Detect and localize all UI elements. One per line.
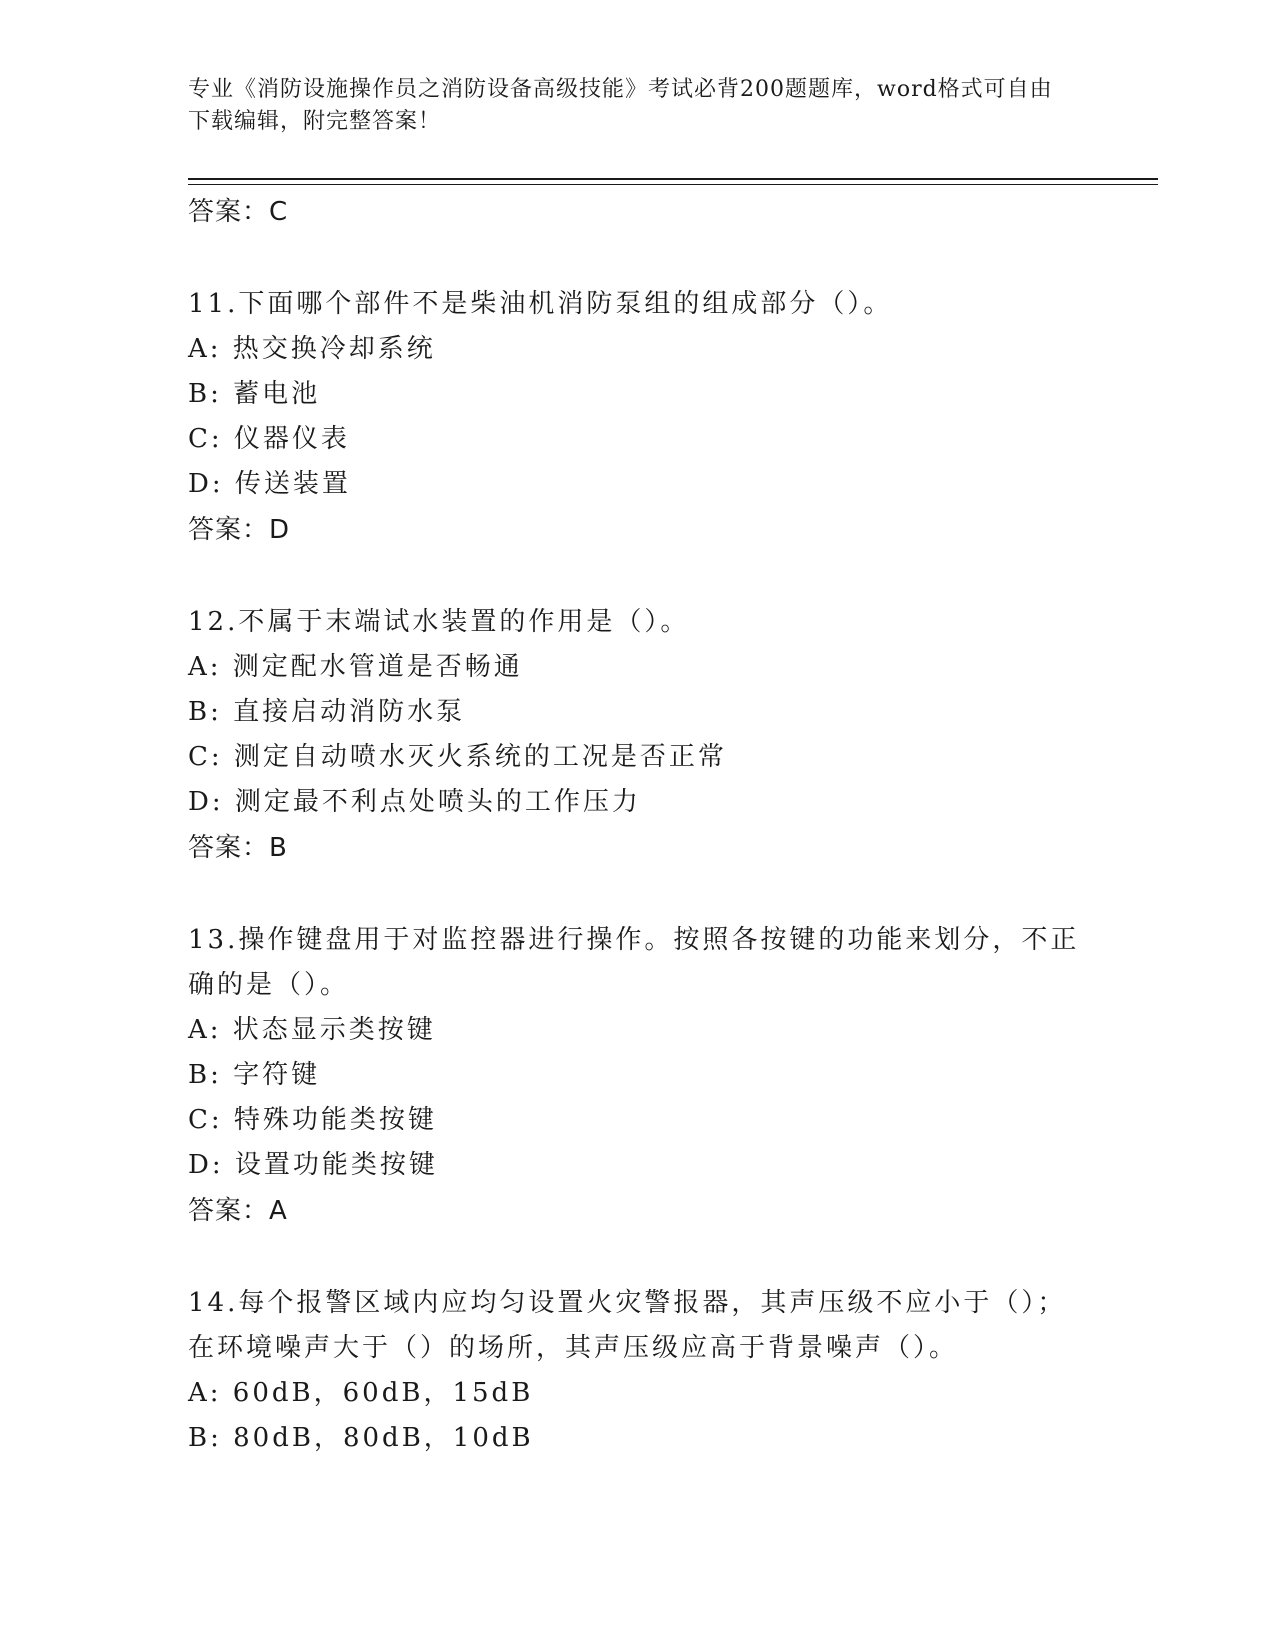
question-list — [188, 190, 1088, 1461]
answer-line: 答案：D — [188, 515, 291, 545]
option-a: A: 热交换冷却系统 — [188, 334, 436, 364]
option-c: C: 特殊功能类按键 — [188, 1105, 437, 1135]
option-b: B: 字符键 — [188, 1060, 321, 1090]
question-stem: 13.操作键盘用于对监控器进行操作。按照各按键的功能来划分，不正确的是（）。 — [188, 925, 1080, 1000]
header-divider-thick — [188, 178, 1158, 180]
question-13 — [188, 918, 1088, 1233]
question-stem: 11.下面哪个部件不是柴油机消防泵组的组成部分（）。 — [188, 289, 893, 319]
question-11 — [188, 282, 1088, 552]
previous-answer: 答案：C — [188, 197, 289, 227]
document-header: 专业《消防设施操作员之消防设备高级技能》考试必背200题题库，word格式可自由下载编辑，附完整答案！ — [188, 77, 1053, 134]
option-a: A: 60dB，60dB，15dB — [188, 1378, 534, 1408]
option-d: D: 测定最不利点处喷头的工作压力 — [188, 787, 641, 817]
option-d: D: 传送装置 — [188, 469, 351, 499]
answer-line: 答案：A — [188, 1196, 288, 1226]
question-12 — [188, 600, 1088, 870]
option-a: A: 状态显示类按键 — [188, 1015, 436, 1045]
option-b: B: 直接启动消防水泵 — [188, 697, 466, 727]
option-b: B: 蓄电池 — [188, 379, 321, 409]
option-c: C: 仪器仪表 — [188, 424, 350, 454]
option-c: C: 测定自动喷水灭火系统的工况是否正常 — [188, 742, 727, 772]
question-14 — [188, 1281, 1088, 1461]
header-divider-thin — [188, 184, 1158, 185]
question-stem: 12.不属于末端试水装置的作用是（）。 — [188, 607, 690, 637]
option-a: A: 测定配水管道是否畅通 — [188, 652, 523, 682]
option-d: D: 设置功能类按键 — [188, 1150, 438, 1180]
question-stem: 14.每个报警区域内应均匀设置火灾警报器，其声压级不应小于（）；在环境噪声大于（）的场所，其声压级应高于背景噪声（）。 — [188, 1288, 1067, 1363]
answer-line: 答案：B — [188, 833, 288, 863]
option-b: B: 80dB，80dB，10dB — [188, 1423, 534, 1453]
